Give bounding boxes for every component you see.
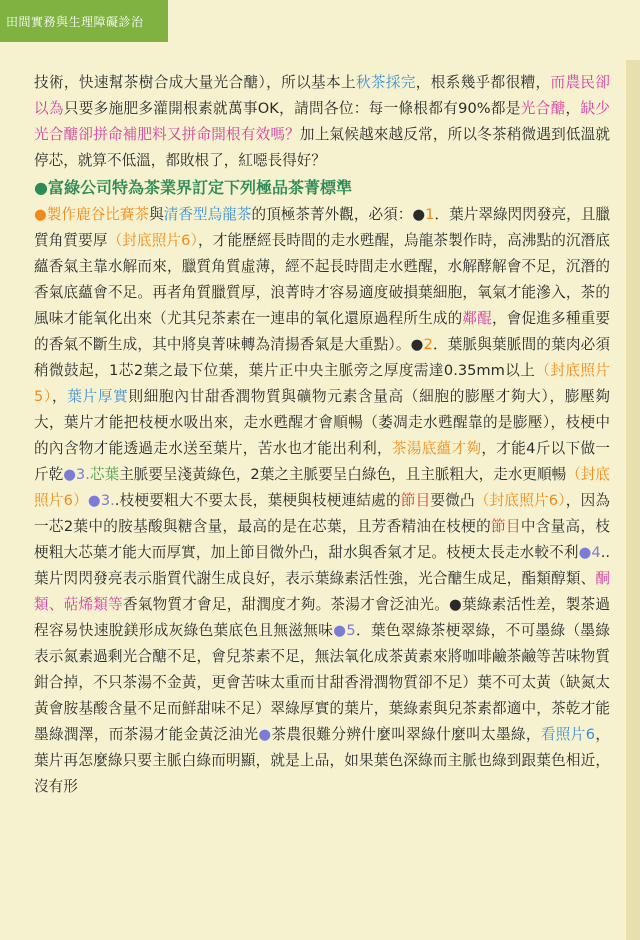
section-heading: ●富綠公司特為茶業界訂定下列極品茶菁標準: [34, 178, 352, 197]
para2-segment: 則細胞內甘甜香潤物質與礦物元素含量高（細胞的膨壓才夠大），膨壓夠大，葉片才能把枝梗水吸出來，走水甦醒才會順暢（萎凋走水甦醒靠的是膨壓），枝梗中的內含物才能透過走水送至葉片，苦水也才能出利利，: [34, 388, 610, 457]
paragraph-standards: [34, 202, 610, 800]
page-edge-strip: [626, 60, 640, 940]
para2-segment: 中含量高，枝梗粗大芯葉才能大而厚實，加上節目微外凸，甜水與香氣才足。枝梗太長走水較不利: [34, 518, 610, 561]
para1-segment: 加上氣候越來越反常，所以冬茶稍微遇到低溫就停芯，就算不低溫，都敗根了，紅噁長得好？: [34, 126, 610, 169]
para2-segment: ，因為一芯2葉中的胺基酸與糖含量，最高的是在芯葉，且芳香精油在枝梗的: [34, 492, 610, 535]
para2-segment: ，會促進多種重要的香氣不斷生成，其中將臭菁味轉為清揚香氣是大重點）。●: [34, 310, 610, 353]
para1-segment: ，根系幾乎都很糟，: [415, 74, 551, 91]
section-header-bar: [0, 0, 168, 42]
section-header-title: 田間實務與生理障礙診治: [6, 14, 144, 29]
para2-segment: 製作鹿谷比賽茶: [46, 206, 150, 223]
para2-segment: 茶農很難分辨什麼叫翠綠什麼叫太墨綠，: [271, 726, 541, 743]
para2-segment: ，: [51, 388, 68, 405]
para2-segment: ●3.: [87, 492, 115, 509]
para2-segment: （封底照片5）: [34, 362, 610, 405]
para1-segment: 而農民卻以為: [34, 74, 610, 117]
para2-segment: 的頂極茶菁外觀，必須：●: [251, 206, 426, 223]
para2-segment: （封底照片6）: [474, 492, 566, 509]
para2-segment: ，才能歷經長時間的走水甦醒，烏龍茶製作時，高沸點的沉潛底蘊香氣主靠水解而來，臘質角質虛薄，經不起長時間走水甦醒，水解酵解會不足，沉潛的香氣底蘊會不足。再者角質臘質厚，浪菁時才容易適度破損葉細胞，氧氣才能滲入，茶的風味才能氧化出來（尤其兒茶素在一連串的氧化還原過程所生成的: [34, 232, 610, 327]
para2-segment: ，葉片再怎麼綠只要主脈白綠而明顯，就是上品，如果葉色深綠而主脈也綠到跟葉色相近，沒有形: [34, 726, 610, 795]
para1-segment: ，: [565, 100, 581, 117]
para2-segment: ．葉色翠綠茶梗翠綠，不可墨綠（墨綠表示氮素過剩光合醣不足，會兒茶素不足，無法氧化成茶黃素來將咖啡鹼茶鹼等苦味物質鉗合掉，不只茶湯不金黃，更會苦味太重而甘甜香滑潤物質卻不足）葉不可太黃（缺氮太黃會胺基酸含量不足而鮮甜味不足）翠綠厚實的葉片，葉綠素與兒茶素都適中，茶乾才能墨綠潤澤，而茶湯才能金黃泛油光: [34, 622, 610, 743]
para2-segment: 要微凸: [430, 492, 475, 509]
para2-segment: 鄰醌: [462, 310, 492, 327]
para2-segment: 1: [425, 206, 435, 223]
para2-segment: 葉片厚實: [67, 388, 129, 405]
para1-segment: 只要多施肥多灌開根素就萬事OK，請問各位：每一條根都有90%都是: [63, 100, 521, 117]
para2-segment: ..葉片閃閃發亮表示脂質代謝生成良好，表示葉綠素活性強，光合醣生成足，酯類醇類、: [34, 544, 610, 587]
para2-segment: 芯葉: [89, 466, 120, 483]
para1-segment: 秋茶採完: [355, 74, 416, 91]
para2-segment: ●3.: [63, 466, 90, 483]
para2-segment: .枝梗要粗大不要太長，葉梗與枝梗連結處的: [114, 492, 401, 509]
para1-segment: 缺少光合醣卻拼命補肥料又拼命開根有效嗎？: [34, 100, 610, 143]
para2-segment: 節目: [400, 492, 431, 509]
para2-segment: ●: [34, 206, 47, 223]
para2-segment: ．葉片翠綠閃閃發亮，且臘質角質要厚: [34, 206, 610, 249]
para2-segment: 與: [149, 206, 164, 223]
paragraph-intro: [34, 70, 610, 174]
para2-segment: ●4: [578, 544, 601, 561]
para2-segment: 酮類、萜烯類等: [34, 570, 610, 613]
para2-segment: 2: [423, 336, 433, 353]
para2-segment: （封底照片6）: [34, 466, 610, 509]
para2-segment: 茶湯底蘊才夠: [391, 440, 482, 457]
para2-segment: （封底照片6）: [107, 232, 199, 249]
para2-segment: 主脈要呈淺黃綠色，2葉之主脈要呈白綠色，且主脈粗大，走水更順暢: [119, 466, 567, 483]
para2-segment: 香氣物質才會足，甜潤度才夠。茶湯才會泛油光。●葉綠素活性差，製茶過程容易快速脫鎂形成灰綠色葉底色且無滋無味: [34, 596, 610, 639]
article-body: [34, 70, 610, 800]
para1-segment: 技術，快速幫茶樹合成大量光合醣），所以基本上: [34, 74, 356, 91]
para2-segment: 節目: [490, 518, 521, 535]
para2-segment: ●5: [333, 622, 356, 639]
para2-segment: 清香型烏龍茶: [163, 206, 252, 223]
para2-segment: 看照片6: [540, 726, 596, 743]
para2-segment: ．葉脈與葉脈間的葉肉必須稍微鼓起，1芯2葉之最下位葉，葉片正中央主脈旁之厚度需達0.35mm以上: [34, 336, 610, 379]
para2-segment: ，才能4斤以下做一斤乾: [34, 440, 610, 483]
para1-segment: 光合醣: [520, 100, 566, 117]
para2-segment: ●: [258, 726, 272, 743]
